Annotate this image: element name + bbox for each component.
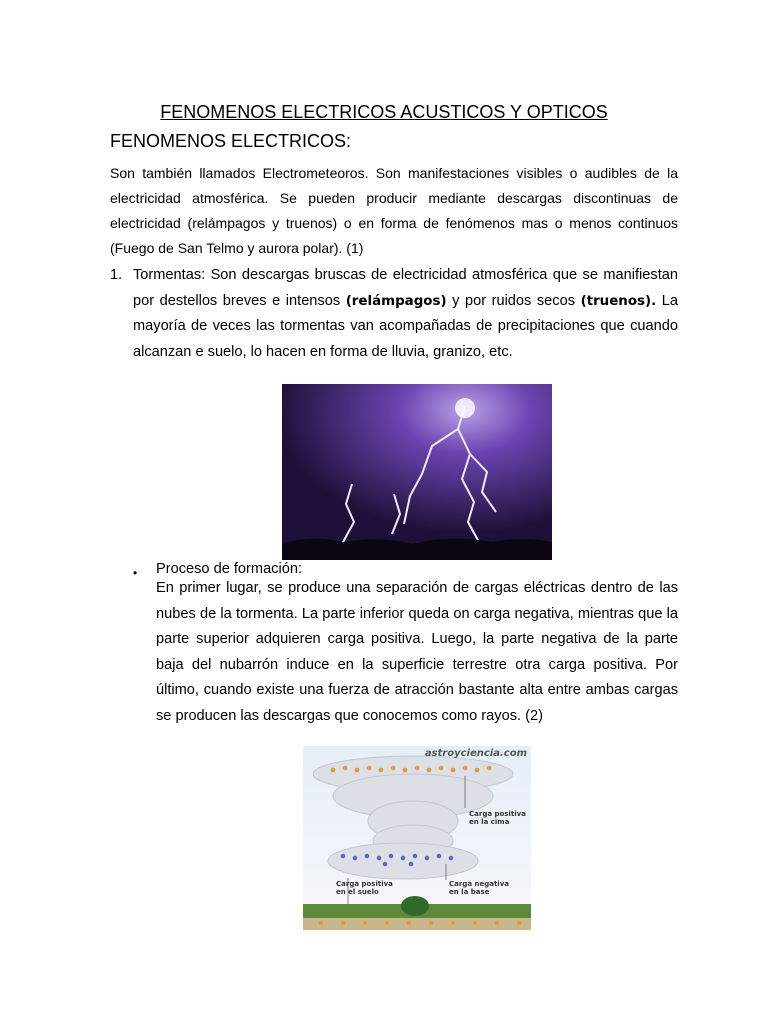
intro-paragraph: Son también llamados Electrometeoros. Son manifestaciones visibles o audibles de la electricidad atmosférica. Se pueden producir mediante descargas discontinuas de electricidad (relámpagos y truenos) o en forma de fenómenos mas o menos continuos (Fuego de San Telmo y aurora polar). (1) [110, 165, 678, 256]
list-item-tormentas [133, 263, 678, 365]
bullet-symbol: • [133, 566, 138, 580]
diagram-watermark: astroyciencia.com [424, 748, 527, 759]
bold-truenos: (truenos). [580, 293, 657, 309]
numbered-list [110, 263, 678, 365]
bullet-body: En primer lugar, se produce una separación de cargas eléctricas dentro de las nubes de la tormenta. La parte inferior queda on carga negativa, mientras que la parte superior adquieren carga positiva. Luego, la parte negativa de la parte baja del nubarrón induce en la superficie terrestre otra carga positiva. Por último, cuando existe una fuerza de atracción bastante alta entre ambas cargas se producen las descargas que conocemos como rayos. (2) [156, 580, 678, 724]
list-item-text-c: La mayoría de veces las tormentas van acompañadas de precipitaciones que cuando alcanzan e suelo, lo hacen en forma de lluvia, granizo, etc. [133, 292, 678, 360]
lightning-photo [282, 384, 552, 560]
list-item-text-a: Tormentas: Son descargas bruscas de electricidad atmosférica que se manifiestan por destellos breves e intensos [133, 267, 678, 309]
list-number: 1. [110, 267, 123, 283]
label-negative-base: Carga negativa en la base [449, 880, 509, 896]
bold-relampagos: (relámpagos) [345, 293, 447, 309]
bullet-heading: Proceso de formación: [156, 561, 303, 577]
label-positive-top: Carga positiva en la cima [469, 810, 526, 826]
section-heading: FENOMENOS ELECTRICOS: [110, 131, 352, 151]
document-title: FENOMENOS ELECTRICOS ACUSTICOS Y OPTICOS [160, 102, 608, 122]
storm-charge-diagram [303, 746, 531, 930]
label-positive-ground: Carga positiva en el suelo [336, 880, 393, 896]
list-item-text-b: y por ruidos secos [446, 292, 581, 309]
